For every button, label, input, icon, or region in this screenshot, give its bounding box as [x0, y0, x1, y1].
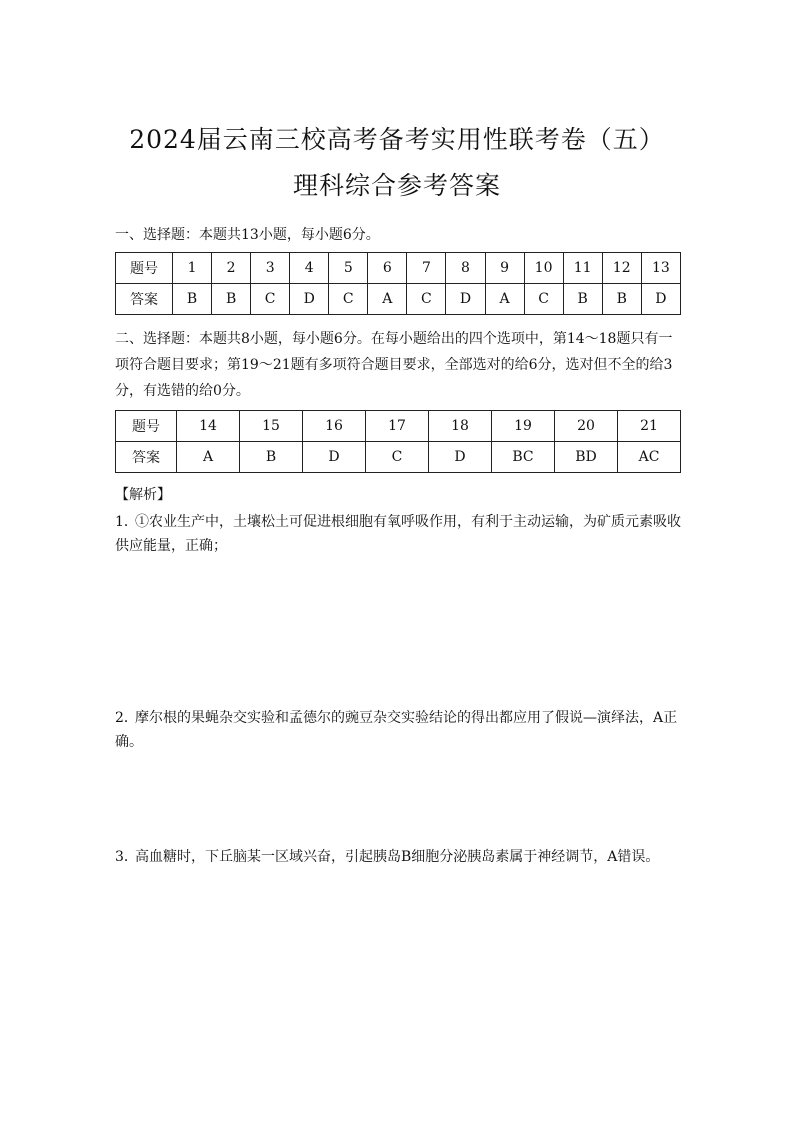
item-text: 摩尔根的果蝇杂交实验和孟德尔的豌豆杂交实验结论的得出都应用了假说—演绎法，A正确。	[115, 710, 678, 750]
table-cell: 12	[602, 253, 641, 284]
page-subtitle: 理科综合参考答案	[292, 171, 501, 200]
table-cell: 9	[485, 253, 524, 284]
table-cell: B	[602, 284, 641, 315]
row-label: 题号	[116, 411, 177, 442]
row-label: 答案	[116, 284, 173, 315]
table-cell: A	[177, 442, 240, 473]
table-cell: B	[173, 284, 212, 315]
table-row-numbers	[116, 253, 681, 284]
item-text: 高血糖时，下丘脑某一区域兴奋，引起胰岛B细胞分泌胰岛素属于神经调节，A错误。	[135, 849, 660, 865]
table-cell: AC	[618, 442, 681, 473]
table-cell: 11	[563, 253, 602, 284]
item-number: 2．	[115, 710, 138, 726]
table-cell: C	[524, 284, 563, 315]
table-cell: 21	[618, 411, 681, 442]
page-title: 2024届云南三校高考备考实用性联考卷（五）	[129, 125, 665, 154]
table-cell: 4	[290, 253, 329, 284]
table-cell: 18	[429, 411, 492, 442]
table-cell: A	[368, 284, 407, 315]
table-cell: D	[303, 442, 366, 473]
section2-heading: 二、选择题：本题共8小题，每小题6分。在每小题给出的四个选项中，第14～18题只有一项符合题目要求；第19～21题有多项符合题目要求，全部选对的给6分，选对但不全的给3分，有选错的给0分。	[115, 331, 673, 399]
answer-table-2	[115, 410, 681, 473]
table-cell: D	[429, 442, 492, 473]
row-label: 答案	[116, 442, 177, 473]
table-cell: BC	[492, 442, 555, 473]
table-cell: 10	[524, 253, 563, 284]
table-row-numbers	[116, 411, 681, 442]
explanation-item	[115, 845, 685, 869]
table-cell: C	[251, 284, 290, 315]
table-cell: 3	[251, 253, 290, 284]
table-row-answers	[116, 442, 681, 473]
table-cell: BD	[555, 442, 618, 473]
table-cell: 15	[240, 411, 303, 442]
explanation-item	[115, 510, 685, 558]
table-row-answers	[116, 284, 681, 315]
table-cell: 8	[446, 253, 485, 284]
table-cell: 14	[177, 411, 240, 442]
table-cell: 7	[407, 253, 446, 284]
explanation-item	[115, 706, 685, 754]
table-cell: D	[446, 284, 485, 315]
table-cell: B	[563, 284, 602, 315]
answer-table-1	[115, 252, 681, 315]
table-cell: C	[407, 284, 446, 315]
table-cell: D	[641, 284, 680, 315]
table-cell: 20	[555, 411, 618, 442]
table-cell: C	[366, 442, 429, 473]
table-cell: A	[485, 284, 524, 315]
table-cell: 19	[492, 411, 555, 442]
table-cell: 5	[329, 253, 368, 284]
table-cell: 17	[366, 411, 429, 442]
table-cell: B	[212, 284, 251, 315]
table-cell: 1	[173, 253, 212, 284]
table-cell: 16	[303, 411, 366, 442]
table-cell: B	[240, 442, 303, 473]
item-number: 1．	[115, 514, 138, 530]
table-cell: C	[329, 284, 368, 315]
table-cell: 2	[212, 253, 251, 284]
table-cell: 13	[641, 253, 680, 284]
table-cell: D	[290, 284, 329, 315]
item-number: 3．	[115, 849, 138, 865]
item-text: ①农业生产中，土壤松土可促进根细胞有氧呼吸作用，有利于主动运输，为矿质元素吸收供应能量，正确；	[115, 514, 681, 554]
row-label: 题号	[116, 253, 173, 284]
section1-heading: 一、选择题：本题共13小题，每小题6分。	[115, 227, 380, 243]
table-cell: 6	[368, 253, 407, 284]
analysis-heading: 【解析】	[115, 487, 171, 503]
